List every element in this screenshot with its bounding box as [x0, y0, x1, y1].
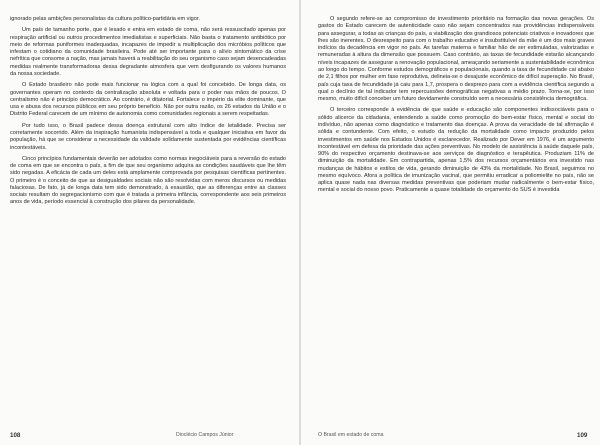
paragraph: Por tudo isso, o Brasil padece dessa doença estrutural com alto índice de letalidade. Precisa ser corretamente socorrido. Além da inspiração humanista indispensável a toda e qualquer iniciativa em favor da população, há que se considerar a necessidade da validade solidamente sustentada por evidências científicas incontestáveis.	[10, 122, 286, 151]
paragraph: Um país de tamanho porte, que é lesado e entra em estado de coma, não será ressuscitado apenas por respiração artificial ou outros procedimentos imediatistas e superficiais. Não basta o tratamento antibiótico por meio de reformas puniformes inadequadas, incapazes de impedir a multiplicação dos micróbios políticos que infestam o cotidiano da comunidade brasileira. Pode até ser importante para o alívio sintomático da crise nefrítica que consome a nação, mas jamais haverá a reabilitação do seu organismo caso sejam desencadeadas medidas realmente transformadoras dessa degradante atmosfera que vem desfigurando os valores humanos da nossa sociedade.	[10, 27, 286, 77]
paragraph: O segundo refere-se ao compromisso de investimento prioritário na formação das novas gerações. Os gastos do Estado carecem de autenticidade caso não sejam concentrados nas providências indispensáveis para assegurar, a todas as crianças do país, a viabilização dos grandiosos potenciais criativos e inovadores que lhes são inerentes. O desrespeito para com o trabalho educativo e insubstituível da mãe é um dos mais graves indícios da decadência em vigor no país. As tarefas materna e familiar hão de ser estimuladas, valorizadas e remuneradas à altura da dimensão que possuem. Caso contrário, as taxas de fecundidade estarão alcançando níveis incapazes de assegurar a renovação populacional, ameaçando seriamente a sustentabilidade econômica ao longo do tempo. Conforme estudos demográficos e populacionais, quando a taxa de fecundidade cai abaixo de 2,1 filhos por mulher em fase reprodutiva, delineia-se o desajuste econômico de difícil superação. No Brasil, país cuja taxa de fecundidade já caiu para 1,7, prospera o desprezo para com a evidência científica segundo a qual o declínio de tal indicador tem repercussões demográficas negativas a médio prazo. Torna-se, por isso mesmo, muito difícil conceber um futuro devidamente construído sem a necessária consistência demográfica.	[318, 16, 594, 103]
page-number	[577, 432, 587, 439]
paragraph: O terceiro corresponde à evidência de que saúde e educação são componentes indissociáveis para o sólido alicerce da cidadania, entendendo a saúde como promoção do bem-estar físico, mental e social do indivíduo, não apenas como diagnóstico e tratamento das doenças. A prova da veracidade de tal afirmação é sólida e contundente. Com efeito, o estudo da redução da mortalidade como impacto produzido pelos investimentos em saúde nos Estados Unidos é esclarecedor. Realizado por Dever em 1976, é um argumento incontestável em defesa da prioridade das ações preventivas. No modelo de assistência à saúde daquele país, 90% do respectivo orçamento destinava-se aos serviços de diagnóstico e terapêutica. Produziam 11% de diminuição da mortalidade. Em contrapartida, apenas 1,5% dos recursos orçamentários era investido nas mudanças de hábitos e estilos de vida, gerando diminuição de 43% da mortalidade. No Brasil, seguimos no mesmo equívoco. Afora a política de imunização vacinal, que permitiu erradicar a poliomielite no país, não se aplica quase nada nas diversas medidas preventivas que poderiam mudar radicalmente o bem-estar físico, mental e social do nosso povo. Praticamente a quase totalidade do orçamento do SUS é investida	[318, 107, 594, 194]
paragraph: ignorado pelas ambições personalistas da cultura político-partidária em vigor.	[10, 16, 200, 22]
paragraph: Cinco princípios fundamentais deverão ser adotados como normas inegociáveis para a reversão do estado de coma em que se encontra o país, a fim de que seu organismo adquira as condições saudáveis que lhe têm sido negadas. A eficácia de cada um deles está amplamente comprovada por pesquisas científicas pertinentes. O primeiro é o conceito de que as desigualdades sociais não são resolvidas com meros discursos ou medidas falaciosas. De fato, já de longa data tem sido demonstrado, à exaustão, que as diferenças entre as classes sociais resultam do segregacionismo com que é tratada a primeira infância, correspondente aos seis primeiros anos de vida, período essencial à construção dos pilares da personalidade.	[10, 155, 286, 206]
footer-running-title: O Brasil em estado de coma	[318, 432, 384, 438]
right-page	[301, 0, 600, 445]
right-page-body	[318, 16, 594, 199]
page-number-right: 109	[577, 432, 588, 439]
left-page	[0, 0, 299, 445]
page-number-left: 108	[10, 432, 21, 439]
left-page-body	[10, 16, 286, 211]
paragraph: O Estado brasileiro não pode mais funcionar na lógica com a qual foi concebido. De longa data, os governantes operam no contexto da centralização absoluta e voltada para o poder nas mãos de poucos. O centralismo não é princípio democrático. Ao contrário, é ditatorial. Fortalece o império da elite dominante, que usa e abusa dos recursos públicos em seu próprio benefício. Não por outra razão, os 26 estados da União e o Distrito Federal carecem de um mínimo de autonomia como comunidades regionais a serem respeitadas.	[10, 82, 286, 118]
footer-author: Dioclécio Campos Júnior	[176, 432, 234, 438]
page-number	[10, 432, 20, 439]
